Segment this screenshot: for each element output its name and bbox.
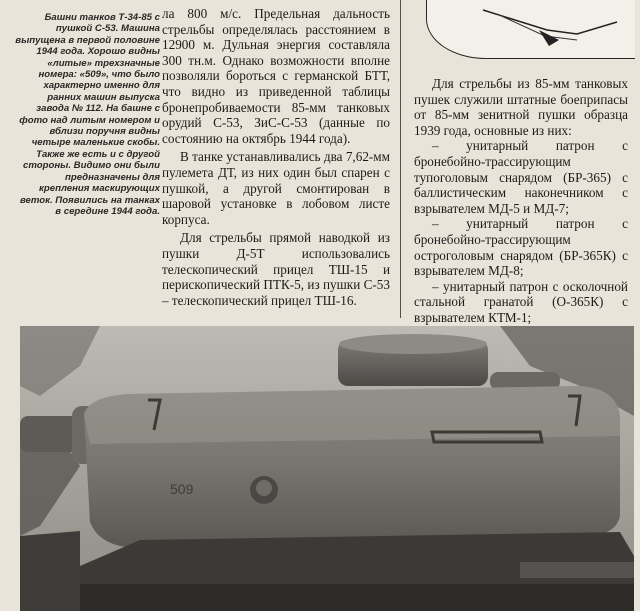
caption-text: Башни танков Т-34-85 с пушкой С-53. Машина выпущена в первой половине 1944 года. Хорошо видны «литые» трехзначные номера: «509», что было характерно именно для ранних машин выпуска завода № 112. На башне с фото над литым номером и вблизи поручня видны четыре маленькие скобы. Также же есть и с другой стороны. Видимо они были предназначены для крепления маскирующих веток. Появились на танках в середине 1944 года. xyxy=(15,12,160,217)
photo-rendering xyxy=(20,326,634,611)
text-column-right xyxy=(414,76,628,326)
paragraph: Для стрельбы из 85-мм танковых пушек служили штатные боеприпасы от 85-мм зенитной пушки образца 1939 года, основные из них: xyxy=(414,76,628,138)
paragraph: – унитарный патрон с бронебойно-трассирующим остроголовым снарядом (БР-365К) с взрывателем МД-8; xyxy=(414,216,628,279)
tank-turret-photo xyxy=(20,326,634,611)
drawing-lines xyxy=(427,0,635,58)
tank-drawing-fragment xyxy=(426,0,635,59)
turret-number: 509 xyxy=(170,481,194,497)
paragraph: – унитарный патрон с осколочной стальной гранатой (О-365К) с взрывателем КТМ-1; xyxy=(414,278,628,325)
paragraph: – унитарный патрон с бронебойно-трассирующим тупоголовым снарядом (БР-365) с баллистическим наконечником с взрывателем МД-5 и МД-7; xyxy=(414,138,628,216)
text-column-middle xyxy=(162,6,390,308)
paragraph: В танке устанавливались два 7,62-мм пулемета ДТ, из них один был спарен с пушкой, а другой смонтирован в шаровой установке в лобовом листе корпуса. xyxy=(162,149,390,227)
photo-caption xyxy=(14,12,160,217)
paragraph: ла 800 м/с. Предельная дальность стрельбы определялась расстоянием в 12900 м. Дульная энергия составляла 300 тн.м. Однако возможности вполне позволяли бороться с германской БТТ, что видно из приведенной таблицы бронепробиваемости 85-мм танковых орудий С-53, ЗиС-С-53 (данные по состоянию на октябрь 1944 года). xyxy=(162,6,390,146)
paragraph: Для стрельбы прямой наводкой из пушки Д-5Т использовались телескопический прицел ТШ-15 и перископический ПТК-5, из пушки С-53 – телескопический прицел ТШ-16. xyxy=(162,230,390,308)
column-divider xyxy=(400,0,401,318)
